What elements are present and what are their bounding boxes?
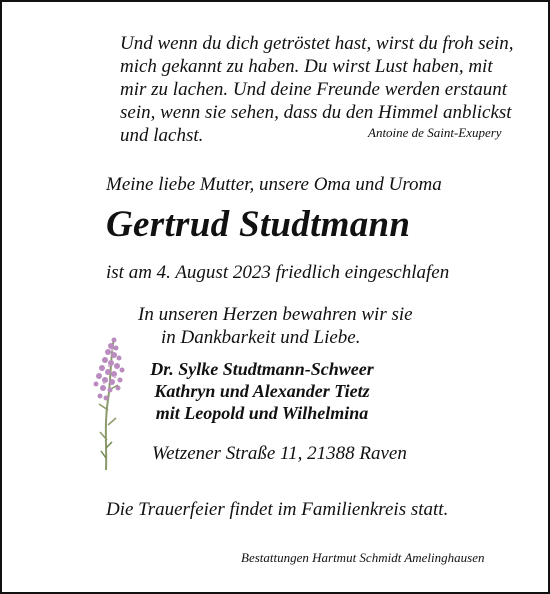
quote-line: mir zu lachen. Und deine Freunde werden erstaunt	[120, 79, 507, 100]
quote-line: Und wenn du dich getröstet hast, wirst du froh sein,	[120, 33, 514, 54]
intro-text: Meine liebe Mutter, unsere Oma und Uroma	[106, 174, 442, 195]
mourner-name: Dr. Sylke Studtmann-Schweer	[150, 359, 374, 379]
quote-author: Antoine de Saint-Exupery	[368, 125, 502, 140]
death-announcement: ist am 4. August 2023 friedlich eingeschlafen	[106, 262, 450, 283]
deceased-name: Gertrud Studtmann	[106, 204, 411, 245]
remembrance-line: in Dankbarkeit und Liebe.	[161, 327, 361, 348]
quote-line: und lachst.	[120, 125, 204, 146]
mourner-name: mit Leopold und Wilhelmina	[155, 403, 369, 423]
funeral-note: Die Trauerfeier findet im Familienkreis statt.	[106, 499, 449, 520]
mourner-name: Kathryn und Alexander Tietz	[154, 381, 370, 401]
remembrance-line: In unseren Herzen bewahren wir sie	[138, 304, 413, 325]
address: Wetzener Straße 11, 21388 Raven	[152, 443, 407, 464]
undertaker: Bestattungen Hartmut Schmidt Amelinghausen	[241, 550, 485, 565]
quote-line: sein, wenn sie sehen, dass du den Himmel anblickst	[120, 102, 512, 123]
quote-line: mich gekannt zu haben. Du wirst Lust haben, mit	[120, 56, 493, 77]
